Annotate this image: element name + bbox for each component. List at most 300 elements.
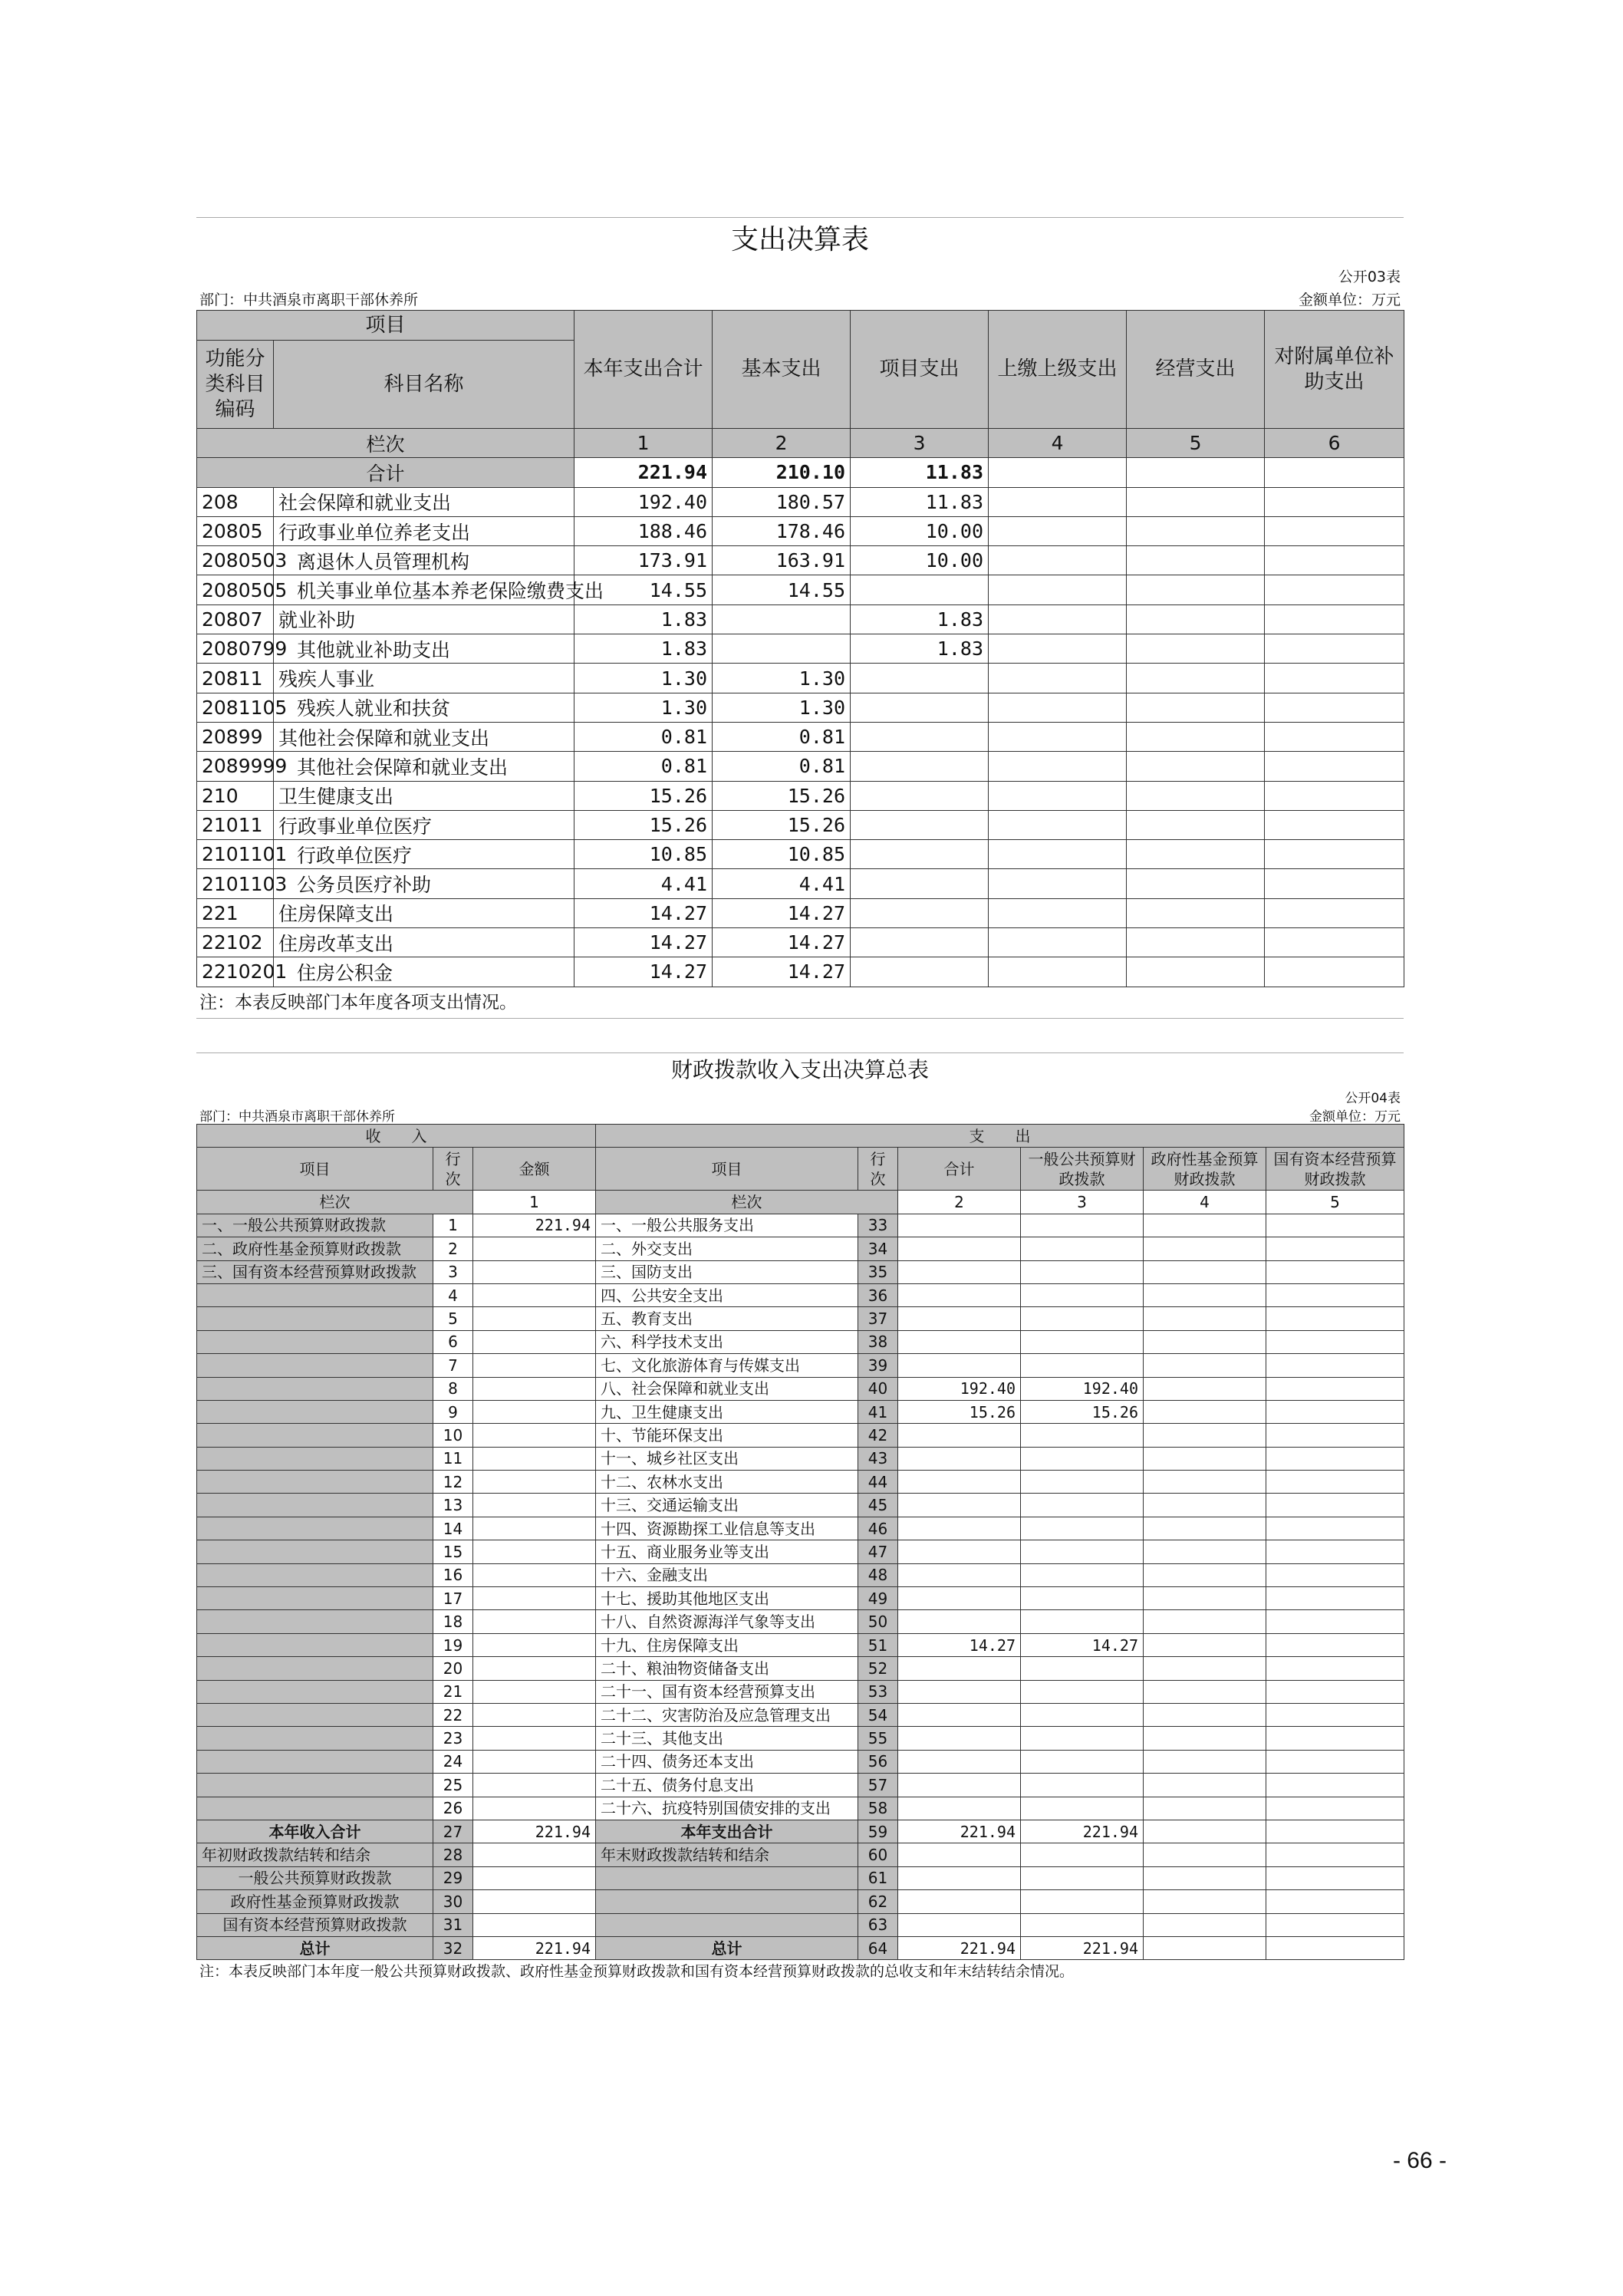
table2-title: 财政拨款收入支出决算总表 [196, 1052, 1404, 1087]
income-no: 14 [433, 1517, 473, 1540]
income-amount [473, 1750, 596, 1773]
table2-note: 注：本表反映部门本年度一般公共预算财政拨款、政府性基金预算财政拨款和国有资本经营预算财政拨款的总收支和年末结转结余情况。 [199, 1963, 1075, 1981]
row-c3 [851, 693, 989, 722]
table-row [197, 1400, 1404, 1423]
expense-gen [1021, 1680, 1144, 1703]
income-item [197, 1657, 433, 1680]
expenditure-table [196, 310, 1404, 987]
table-row [197, 1633, 1404, 1656]
expense-item: 一、一般公共服务支出 [596, 1214, 858, 1237]
row-c4 [989, 575, 1127, 604]
row-c4 [989, 546, 1127, 575]
income-amount [473, 1307, 596, 1330]
row-c5 [1127, 604, 1265, 634]
expense-item: 十六、金融支出 [596, 1563, 858, 1586]
income-no: 24 [433, 1750, 473, 1773]
row-c3 [851, 722, 989, 751]
expense-gen: 15.26 [1021, 1400, 1144, 1423]
row-c2: 1.30 [713, 693, 851, 722]
carryover-row [197, 1890, 1404, 1913]
expense-total [898, 1750, 1021, 1773]
row-code: 2081105 [197, 693, 274, 722]
row-c4 [989, 928, 1127, 957]
income-item [197, 1424, 433, 1447]
income-amount [473, 1447, 596, 1470]
expense-no: 53 [858, 1680, 898, 1703]
expense-total [898, 1471, 1021, 1494]
expense-no: 49 [858, 1587, 898, 1610]
table-row [197, 869, 1404, 898]
expense-total [898, 1774, 1021, 1797]
expense-total [898, 1424, 1021, 1447]
row-c6 [1265, 634, 1404, 664]
expense-no: 41 [858, 1400, 898, 1423]
income-header: 收 入 [197, 1125, 596, 1148]
expense-item: 三、国防支出 [596, 1260, 858, 1283]
col-label-expense: 栏次 [596, 1191, 898, 1214]
expense-item: 六、科学技术支出 [596, 1330, 858, 1353]
income-no: 20 [433, 1657, 473, 1680]
expense-total [898, 1563, 1021, 1586]
income-item [197, 1447, 433, 1470]
income-item [197, 1774, 433, 1797]
row-c4 [989, 664, 1127, 693]
grand-total-row [197, 1936, 1404, 1959]
table-row [197, 1703, 1404, 1726]
income-item: 一、一般公共预算财政拨款 [197, 1214, 433, 1237]
row-code: 208 [197, 487, 274, 516]
row-c1: 4.41 [574, 869, 713, 898]
row-c6 [1265, 516, 1404, 545]
expense-state [1266, 1424, 1404, 1447]
grand-expense-gov [1144, 1936, 1266, 1959]
expense-total [898, 1283, 1021, 1306]
income-total-amount: 221.94 [473, 1820, 596, 1843]
expense-item: 十九、住房保障支出 [596, 1633, 858, 1656]
table-row [197, 810, 1404, 839]
row-c5 [1127, 516, 1265, 545]
table-row [197, 1283, 1404, 1306]
row-name: 住房改革支出 [274, 928, 574, 957]
row-code: 221 [197, 898, 274, 927]
expense-state [1266, 1307, 1404, 1330]
total-c2: 210.10 [713, 458, 851, 487]
row-c6 [1265, 604, 1404, 634]
table-row [197, 1563, 1404, 1586]
carry-income-no: 28 [433, 1843, 473, 1866]
income-no: 5 [433, 1307, 473, 1330]
expense-item: 十八、自然资源海洋气象等支出 [596, 1610, 858, 1633]
row-c5 [1127, 693, 1265, 722]
row-c2: 14.27 [713, 898, 851, 927]
c-state [1266, 1890, 1404, 1913]
expense-gen [1021, 1540, 1144, 1563]
row-c1: 10.85 [574, 840, 713, 869]
row-c3 [851, 957, 989, 987]
grand-income-amount: 221.94 [473, 1936, 596, 1959]
header-project: 项目 [197, 311, 574, 341]
expense-no: 33 [858, 1214, 898, 1237]
row-c2 [713, 604, 851, 634]
row-name: 就业补助 [274, 604, 574, 634]
expense-gen [1021, 1330, 1144, 1353]
income-amount [473, 1680, 596, 1703]
expense-no: 54 [858, 1703, 898, 1726]
expense-gov [1144, 1540, 1266, 1563]
expense-total [898, 1587, 1021, 1610]
row-c6 [1265, 575, 1404, 604]
expense-gov [1144, 1494, 1266, 1517]
table2-meta [196, 1087, 1404, 1124]
row-c6 [1265, 898, 1404, 927]
income-no: 19 [433, 1633, 473, 1656]
row-code: 210 [197, 781, 274, 810]
row-c6 [1265, 928, 1404, 957]
header-c4: 上缴上级支出 [989, 311, 1127, 429]
row-c3 [851, 810, 989, 839]
income-no: 23 [433, 1727, 473, 1750]
row-c1: 173.91 [574, 546, 713, 575]
row-c4 [989, 604, 1127, 634]
table2-unit: 金额单位：万元 [1309, 1109, 1401, 1125]
row-c6 [1265, 957, 1404, 987]
carry-expense-item: 年末财政拨款结转和结余 [596, 1843, 858, 1866]
row-name: 行政事业单位养老支出 [274, 516, 574, 545]
carryover-row [197, 1913, 1404, 1936]
h-project: 项目 [197, 1148, 433, 1191]
table-row [197, 1727, 1404, 1750]
table-row [197, 516, 1404, 545]
expense-state [1266, 1797, 1404, 1820]
header-c5: 经营支出 [1127, 311, 1265, 429]
row-c1: 1.83 [574, 604, 713, 634]
expense-gen: 192.40 [1021, 1377, 1144, 1400]
carry-income-no: 31 [433, 1913, 473, 1936]
table1-title: 支出决算表 [196, 217, 1404, 262]
expense-state [1266, 1354, 1404, 1377]
expense-gen [1021, 1587, 1144, 1610]
expense-total [898, 1354, 1021, 1377]
expense-no: 34 [858, 1237, 898, 1260]
row-c2: 14.55 [713, 575, 851, 604]
row-c3 [851, 664, 989, 693]
row-c4 [989, 810, 1127, 839]
expense-no: 43 [858, 1447, 898, 1470]
expense-gov [1144, 1283, 1266, 1306]
income-amount [473, 1494, 596, 1517]
row-c6 [1265, 840, 1404, 869]
row-c5 [1127, 898, 1265, 927]
expense-no: 44 [858, 1471, 898, 1494]
expense-item: 九、卫生健康支出 [596, 1400, 858, 1423]
row-c3: 11.83 [851, 487, 989, 516]
row-name: 住房保障支出 [274, 898, 574, 927]
expense-total [898, 1703, 1021, 1726]
income-amount [473, 1260, 596, 1283]
table-row [197, 1471, 1404, 1494]
expense-total [898, 1330, 1021, 1353]
row-code: 2101103 [197, 869, 274, 898]
row-c1: 1.30 [574, 664, 713, 693]
total-c3: 11.83 [851, 458, 989, 487]
expense-state [1266, 1494, 1404, 1517]
fiscal-summary-table [196, 1124, 1404, 1960]
col-num-4: 4 [989, 429, 1127, 458]
expense-item: 十五、商业服务业等支出 [596, 1540, 858, 1563]
carry-income-no: 29 [433, 1866, 473, 1889]
expense-gen [1021, 1471, 1144, 1494]
row-c1: 0.81 [574, 722, 713, 751]
income-amount [473, 1727, 596, 1750]
expense-item: 二、外交支出 [596, 1237, 858, 1260]
income-item [197, 1330, 433, 1353]
row-code: 21011 [197, 810, 274, 839]
row-code: 22102 [197, 928, 274, 957]
expense-gen [1021, 1797, 1144, 1820]
table-row [197, 1237, 1404, 1260]
expenditure-table-section [196, 217, 1404, 1019]
row-c3 [851, 928, 989, 957]
expense-gen [1021, 1354, 1144, 1377]
row-c4 [989, 693, 1127, 722]
table1-dept: 部门：中共酒泉市离职干部休养所 [199, 292, 419, 308]
h-total: 合计 [898, 1148, 1021, 1191]
c-state [1266, 1843, 1404, 1866]
row-name: 卫生健康支出 [274, 781, 574, 810]
table1-code: 公开03表 [1338, 268, 1401, 285]
income-no: 2 [433, 1237, 473, 1260]
grand-income-no: 32 [433, 1936, 473, 1959]
col-num-4: 4 [1144, 1191, 1266, 1214]
income-total-no: 27 [433, 1820, 473, 1843]
expense-no: 39 [858, 1354, 898, 1377]
header-c3: 项目支出 [851, 311, 989, 429]
row-code: 20805 [197, 516, 274, 545]
expense-total [898, 1214, 1021, 1237]
row-c4 [989, 957, 1127, 987]
row-name: 其他社会保障和就业支出 [274, 752, 574, 781]
row-c2 [713, 634, 851, 664]
row-c5 [1127, 546, 1265, 575]
carry-income-amount [473, 1890, 596, 1913]
row-c6 [1265, 546, 1404, 575]
row-c5 [1127, 664, 1265, 693]
expense-gov [1144, 1750, 1266, 1773]
row-c3 [851, 752, 989, 781]
expense-gen [1021, 1307, 1144, 1330]
income-amount [473, 1587, 596, 1610]
carryover-row [197, 1866, 1404, 1889]
carry-income-item: 年初财政拨款结转和结余 [197, 1843, 433, 1866]
row-name: 残疾人事业 [274, 664, 574, 693]
c-total [898, 1890, 1021, 1913]
row-name: 住房公积金 [274, 957, 574, 987]
table-row [197, 1540, 1404, 1563]
h-amount: 金额 [473, 1148, 596, 1191]
expense-gov [1144, 1633, 1266, 1656]
table-row [197, 1377, 1404, 1400]
expense-item: 二十、粮油物资储备支出 [596, 1657, 858, 1680]
h-rowno: 行次 [433, 1148, 473, 1191]
expense-gen [1021, 1727, 1144, 1750]
grand-income-label: 总计 [197, 1936, 433, 1959]
table1-meta [196, 262, 1404, 310]
expense-gov [1144, 1354, 1266, 1377]
expense-no: 55 [858, 1727, 898, 1750]
income-amount [473, 1774, 596, 1797]
row-c3: 10.00 [851, 516, 989, 545]
row-c6 [1265, 693, 1404, 722]
row-code: 20899 [197, 722, 274, 751]
row-name: 机关事业单位基本养老保险缴费支出 [274, 575, 574, 604]
expense-gov [1144, 1214, 1266, 1237]
expense-no: 56 [858, 1750, 898, 1773]
income-amount [473, 1424, 596, 1447]
row-c2: 180.57 [713, 487, 851, 516]
income-amount [473, 1283, 596, 1306]
carry-expense-no: 61 [858, 1866, 898, 1889]
carryover-row [197, 1843, 1404, 1866]
expense-total: 14.27 [898, 1633, 1021, 1656]
row-c5 [1127, 928, 1265, 957]
row-name: 行政事业单位医疗 [274, 810, 574, 839]
header-project-group [197, 311, 574, 429]
fiscal-summary-section [196, 1052, 1404, 1983]
row-c2: 14.27 [713, 928, 851, 957]
expense-item: 八、社会保障和就业支出 [596, 1377, 858, 1400]
row-c2: 1.30 [713, 664, 851, 693]
table-row [197, 1610, 1404, 1633]
c-total [898, 1843, 1021, 1866]
row-c3 [851, 781, 989, 810]
expense-item: 十一、城乡社区支出 [596, 1447, 858, 1470]
col-num-1: 1 [574, 429, 713, 458]
row-c6 [1265, 664, 1404, 693]
income-no: 10 [433, 1424, 473, 1447]
income-item [197, 1540, 433, 1563]
row-c3 [851, 575, 989, 604]
expense-state [1266, 1471, 1404, 1494]
expense-gov [1144, 1400, 1266, 1423]
table-row [197, 487, 1404, 516]
table-row [197, 1424, 1404, 1447]
carry-expense-item [596, 1866, 858, 1889]
row-c2: 15.26 [713, 810, 851, 839]
income-amount [473, 1471, 596, 1494]
row-c3 [851, 898, 989, 927]
h-gov: 政府性基金预算财政拨款 [1144, 1148, 1266, 1191]
row-code: 20807 [197, 604, 274, 634]
income-amount [473, 1633, 596, 1656]
expense-total [898, 1797, 1021, 1820]
row-c4 [989, 722, 1127, 751]
c-gen [1021, 1890, 1144, 1913]
expense-no: 46 [858, 1517, 898, 1540]
h-gen: 一般公共预算财政拨款 [1021, 1148, 1144, 1191]
expense-no: 57 [858, 1774, 898, 1797]
expense-no: 47 [858, 1540, 898, 1563]
row-name: 公务员医疗补助 [274, 869, 574, 898]
row-c5 [1127, 575, 1265, 604]
expense-gov [1144, 1424, 1266, 1447]
income-amount [473, 1330, 596, 1353]
row-c6 [1265, 869, 1404, 898]
row-name: 行政单位医疗 [274, 840, 574, 869]
income-item [197, 1727, 433, 1750]
income-item [197, 1797, 433, 1820]
income-no: 4 [433, 1283, 473, 1306]
income-item: 二、政府性基金预算财政拨款 [197, 1237, 433, 1260]
table-row [197, 693, 1404, 722]
row-c4 [989, 781, 1127, 810]
row-c2: 15.26 [713, 781, 851, 810]
expense-state [1266, 1517, 1404, 1540]
expense-total [898, 1517, 1021, 1540]
row-c3 [851, 869, 989, 898]
table-row [197, 634, 1404, 664]
row-c2: 4.41 [713, 869, 851, 898]
c-gov [1144, 1866, 1266, 1889]
expense-state [1266, 1214, 1404, 1237]
row-c5 [1127, 487, 1265, 516]
table-row [197, 898, 1404, 927]
grand-expense-label: 总计 [596, 1936, 858, 1959]
table-row [197, 575, 1404, 604]
row-name: 其他就业补助支出 [274, 634, 574, 664]
table1-note: 注：本表反映部门本年度各项支出情况。 [196, 987, 1404, 1019]
expense-state [1266, 1750, 1404, 1773]
row-c2: 0.81 [713, 722, 851, 751]
expense-gov [1144, 1447, 1266, 1470]
col-num-3: 3 [851, 429, 989, 458]
expense-no: 38 [858, 1330, 898, 1353]
expense-gen [1021, 1237, 1144, 1260]
expense-item: 四、公共安全支出 [596, 1283, 858, 1306]
income-no: 9 [433, 1400, 473, 1423]
expense-total [898, 1307, 1021, 1330]
expense-gen [1021, 1750, 1144, 1773]
expense-gov [1144, 1377, 1266, 1400]
expense-item: 二十四、债务还本支出 [596, 1750, 858, 1773]
table2-code: 公开04表 [1345, 1091, 1401, 1106]
expense-gen [1021, 1703, 1144, 1726]
expense-gen [1021, 1260, 1144, 1283]
col-num-2: 2 [898, 1191, 1021, 1214]
row-c2: 0.81 [713, 752, 851, 781]
grand-expense-gen: 221.94 [1021, 1936, 1144, 1959]
table-row [197, 546, 1404, 575]
row-c4 [989, 752, 1127, 781]
expense-state [1266, 1774, 1404, 1797]
expense-gen [1021, 1214, 1144, 1237]
row-c5 [1127, 634, 1265, 664]
expense-gov [1144, 1587, 1266, 1610]
income-no: 1 [433, 1214, 473, 1237]
expense-gen [1021, 1563, 1144, 1586]
table-row [197, 1797, 1404, 1820]
income-amount [473, 1610, 596, 1633]
h-project2: 项目 [596, 1148, 858, 1191]
row-c3 [851, 840, 989, 869]
income-item [197, 1517, 433, 1540]
expense-gov [1144, 1727, 1266, 1750]
expense-gov [1144, 1563, 1266, 1586]
row-c5 [1127, 869, 1265, 898]
year-total-row [197, 1820, 1404, 1843]
carry-expense-no: 62 [858, 1890, 898, 1913]
expense-gen [1021, 1657, 1144, 1680]
header-c2: 基本支出 [713, 311, 851, 429]
